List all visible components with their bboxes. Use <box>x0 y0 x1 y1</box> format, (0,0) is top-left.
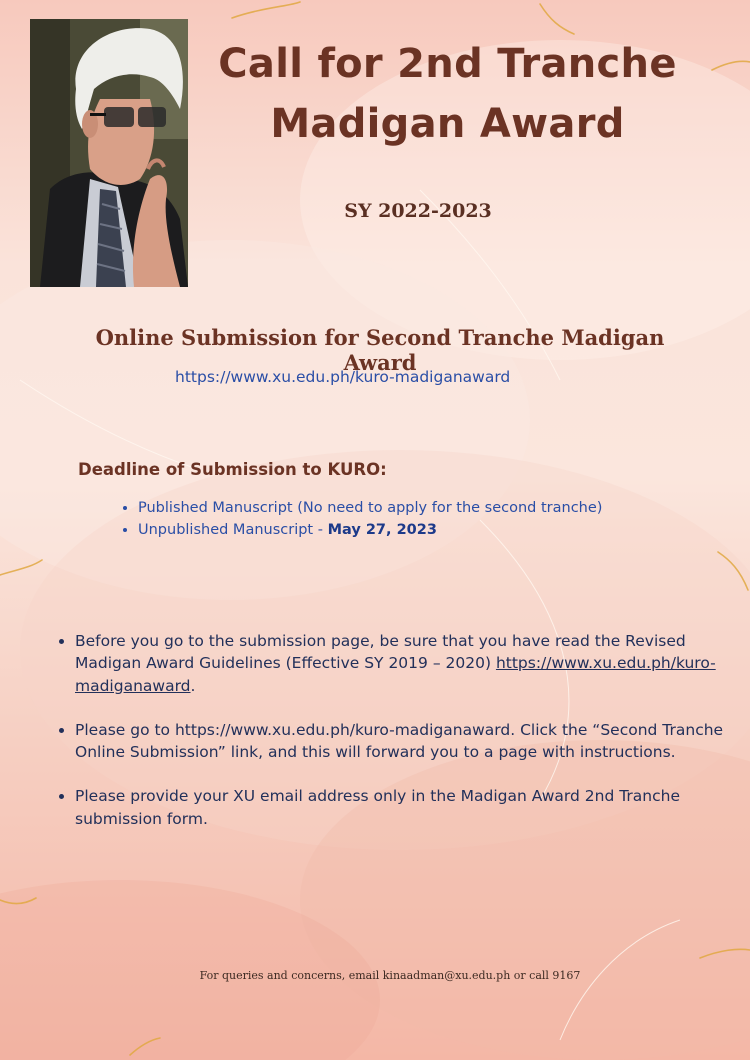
deadline-heading: Deadline of Submission to KURO: <box>78 460 387 479</box>
instructions-list <box>55 630 725 852</box>
deadline-date: May 27, 2023 <box>327 522 437 538</box>
submission-link[interactable]: https://www.xu.edu.ph/kuro-madiganaward <box>175 368 511 386</box>
list-item <box>75 719 725 764</box>
title-line-2: Madigan Award <box>270 101 625 147</box>
deadline-item-text: Published Manuscript (No need to apply for the second tranche) <box>138 500 603 516</box>
instruction-text: Please provide your XU email address only in the Madigan Award 2nd Tranche submission form. <box>75 787 680 828</box>
footer-contact: For queries and concerns, email kinaadman@xu.edu.ph or call 9167 <box>199 969 581 982</box>
poster-title <box>200 34 695 154</box>
deadline-list <box>118 497 602 541</box>
instruction-text: Before you go to the submission page, be sure that you have read the Revised Madigan Award Guidelines (Effective SY 2019 – 2020) <box>75 632 686 673</box>
school-year: SY 2022-2023 <box>344 200 492 222</box>
guidelines-link[interactable]: https://www.xu.edu.ph/kuro-madiganaward <box>75 654 716 695</box>
list-item <box>138 497 602 519</box>
instruction-suffix: . <box>190 676 196 695</box>
list-item <box>138 519 602 541</box>
list-item <box>75 630 725 697</box>
instruction-text: Please go to https://www.xu.edu.ph/kuro-madiganaward. Click the “Second Tranche Online Submission” link, and this will forward you to a page with instructions. <box>75 720 724 762</box>
deadline-item-text: Unpublished Manuscript - <box>138 522 328 538</box>
portrait-photo <box>30 19 188 287</box>
online-submission-heading: Online Submission for Second Tranche Madigan Award <box>95 325 665 375</box>
list-item <box>75 785 725 830</box>
title-line-1: Call for 2nd Tranche <box>218 41 677 87</box>
